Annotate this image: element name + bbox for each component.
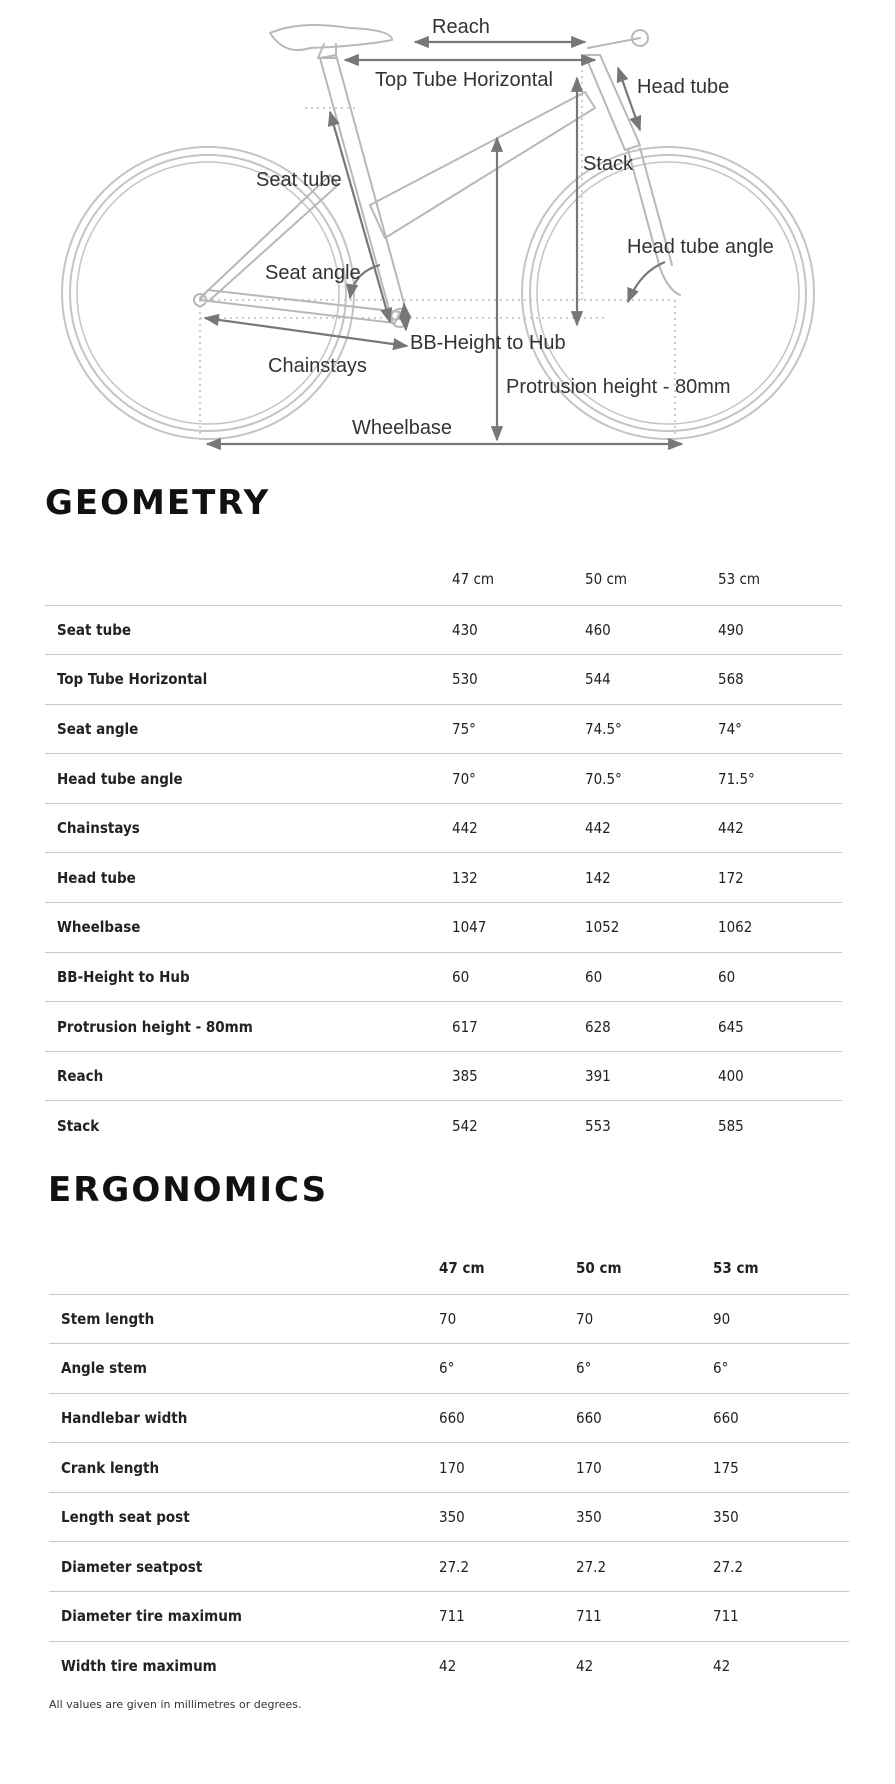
- label-wheelbase: Wheelbase: [352, 417, 453, 439]
- ergonomics-row-label: Diameter seatpost: [61, 1557, 203, 1576]
- geometry-row-value: 1047: [452, 918, 487, 937]
- ergonomics-row-value: 350: [576, 1508, 602, 1527]
- ergonomics-header-empty: [49, 1242, 439, 1294]
- ergonomics-row-label: Handlebar width: [61, 1408, 188, 1427]
- label-bb-height-to-hub: BB-Height to Hub: [410, 332, 566, 354]
- label-reach: Reach: [432, 16, 490, 38]
- geometry-row-value: 172: [718, 868, 744, 887]
- ergonomics-row-value: 170: [439, 1458, 465, 1477]
- geometry-row-value: 544: [585, 670, 611, 689]
- ergonomics-row-value: 711: [576, 1607, 602, 1626]
- geometry-header-empty: [45, 553, 452, 605]
- geometry-row-value: 442: [585, 819, 611, 838]
- geometry-col-47: 47 cm: [452, 569, 495, 588]
- geometry-row-value: 400: [718, 1067, 744, 1086]
- ergonomics-row-value: 660: [576, 1408, 602, 1427]
- geometry-row-value: 71.5°: [718, 769, 755, 788]
- geometry-row-value: 1062: [718, 918, 753, 937]
- ergonomics-row-value: 6°: [576, 1359, 592, 1378]
- geometry-row-value: 385: [452, 1067, 478, 1086]
- ergonomics-col-50: 50 cm: [576, 1258, 622, 1277]
- ergonomics-row-value: 170: [576, 1458, 602, 1477]
- geometry-row-value: 585: [718, 1116, 744, 1135]
- geometry-row: [45, 1051, 842, 1101]
- label-head-tube: Head tube: [637, 76, 730, 98]
- ergonomics-table: [49, 1242, 849, 1691]
- geometry-row: [45, 853, 842, 903]
- footnote: All values are given in millimetres or degrees.: [49, 1698, 302, 1711]
- ergonomics-row: [49, 1492, 849, 1542]
- ergonomics-row: [49, 1592, 849, 1642]
- geometry-row-value: 645: [718, 1017, 744, 1036]
- geometry-row-value: 553: [585, 1116, 611, 1135]
- ergonomics-row: [49, 1294, 849, 1344]
- bike-geometry-diagram: [0, 0, 895, 460]
- geometry-row: [45, 1101, 842, 1151]
- geometry-col-50: 50 cm: [585, 569, 628, 588]
- geometry-row-value: 75°: [452, 719, 476, 738]
- ergonomics-row: [49, 1542, 849, 1592]
- geometry-row-label: Head tube angle: [57, 769, 183, 788]
- geometry-row-value: 617: [452, 1017, 478, 1036]
- label-top-tube-horizontal: Top Tube Horizontal: [375, 69, 553, 91]
- geometry-row-value: 74.5°: [585, 719, 622, 738]
- ergonomics-row-value: 70: [576, 1309, 594, 1328]
- geometry-title: GEOMETRY: [45, 483, 271, 523]
- geometry-row-value: 70.5°: [585, 769, 622, 788]
- ergonomics-row-value: 6°: [439, 1359, 455, 1378]
- geometry-row-value: 60: [718, 967, 736, 986]
- geometry-row-label: Seat angle: [57, 719, 139, 738]
- geometry-row-label: Chainstays: [57, 819, 140, 838]
- geometry-row: [45, 952, 842, 1002]
- ergonomics-row-value: 27.2: [576, 1557, 607, 1576]
- ergonomics-row-value: 660: [713, 1408, 739, 1427]
- geometry-row-label: Top Tube Horizontal: [57, 670, 208, 689]
- geometry-row-label: Protrusion height - 80mm: [57, 1017, 253, 1036]
- geometry-row-label: Head tube: [57, 868, 136, 887]
- ergonomics-row: [49, 1393, 849, 1443]
- geometry-row-value: 442: [452, 819, 478, 838]
- geometry-row-value: 60: [585, 967, 603, 986]
- geometry-row: [45, 704, 842, 754]
- geometry-row: [45, 605, 842, 655]
- ergonomics-row-label: Diameter tire maximum: [61, 1607, 242, 1626]
- ergonomics-row-value: 27.2: [713, 1557, 744, 1576]
- geometry-row-value: 568: [718, 670, 744, 689]
- ergonomics-row-value: 660: [439, 1408, 465, 1427]
- ergonomics-row-value: 42: [713, 1657, 731, 1676]
- geometry-row-value: 542: [452, 1116, 478, 1135]
- geometry-row-label: Stack: [57, 1116, 100, 1135]
- geometry-row-value: 530: [452, 670, 478, 689]
- ergonomics-row: [49, 1641, 849, 1691]
- ergonomics-col-47: 47 cm: [439, 1258, 485, 1277]
- ergonomics-row-value: 350: [439, 1508, 465, 1527]
- geometry-row-value: 132: [452, 868, 478, 887]
- label-seat-tube: Seat tube: [256, 169, 342, 191]
- ergonomics-row-value: 42: [576, 1657, 594, 1676]
- geometry-row-value: 142: [585, 868, 611, 887]
- geometry-row-value: 70°: [452, 769, 476, 788]
- geometry-row-value: 442: [718, 819, 744, 838]
- ergonomics-row-label: Stem length: [61, 1309, 155, 1328]
- geometry-row: [45, 754, 842, 804]
- geometry-row-label: Seat tube: [57, 620, 132, 639]
- ergonomics-row-label: Crank length: [61, 1458, 160, 1477]
- geometry-row-value: 430: [452, 620, 478, 639]
- label-chainstays: Chainstays: [268, 355, 367, 377]
- label-head-tube-angle: Head tube angle: [627, 236, 774, 258]
- geometry-col-53: 53 cm: [718, 569, 761, 588]
- label-stack: Stack: [583, 153, 634, 175]
- geometry-row-label: BB-Height to Hub: [57, 967, 190, 986]
- geometry-row: [45, 1002, 842, 1052]
- geometry-row: [45, 655, 842, 705]
- ergonomics-row-label: Width tire maximum: [61, 1657, 217, 1676]
- ergonomics-row-value: 711: [439, 1607, 465, 1626]
- ergonomics-row-value: 42: [439, 1657, 457, 1676]
- ergonomics-title: ERGONOMICS: [48, 1170, 329, 1210]
- ergonomics-row: [49, 1443, 849, 1493]
- geometry-row-value: 74°: [718, 719, 742, 738]
- geometry-row: [45, 903, 842, 953]
- ergonomics-row-label: Length seat post: [61, 1508, 190, 1527]
- label-protrusion-height: Protrusion height - 80mm: [506, 376, 731, 398]
- ergonomics-row-value: 90: [713, 1309, 731, 1328]
- geometry-row-value: 1052: [585, 918, 620, 937]
- geometry-row-label: Reach: [57, 1067, 104, 1086]
- ergonomics-row-value: 6°: [713, 1359, 729, 1378]
- geometry-row-value: 460: [585, 620, 611, 639]
- geometry-row-value: 490: [718, 620, 744, 639]
- geometry-row-label: Wheelbase: [57, 918, 141, 937]
- geometry-table: [45, 553, 842, 1151]
- ergonomics-row-label: Angle stem: [61, 1359, 147, 1378]
- label-seat-angle: Seat angle: [265, 262, 361, 284]
- ergonomics-row-value: 70: [439, 1309, 457, 1328]
- ergonomics-row: [49, 1344, 849, 1394]
- ergonomics-row-value: 711: [713, 1607, 739, 1626]
- ergonomics-row-value: 27.2: [439, 1557, 470, 1576]
- ergonomics-row-value: 350: [713, 1508, 739, 1527]
- ergonomics-col-53: 53 cm: [713, 1258, 759, 1277]
- geometry-row-value: 60: [452, 967, 470, 986]
- geometry-header-row: [45, 553, 842, 605]
- geometry-row-value: 628: [585, 1017, 611, 1036]
- ergonomics-header-row: [49, 1242, 849, 1294]
- ergonomics-row-value: 175: [713, 1458, 739, 1477]
- geometry-row-value: 391: [585, 1067, 611, 1086]
- geometry-row: [45, 803, 842, 853]
